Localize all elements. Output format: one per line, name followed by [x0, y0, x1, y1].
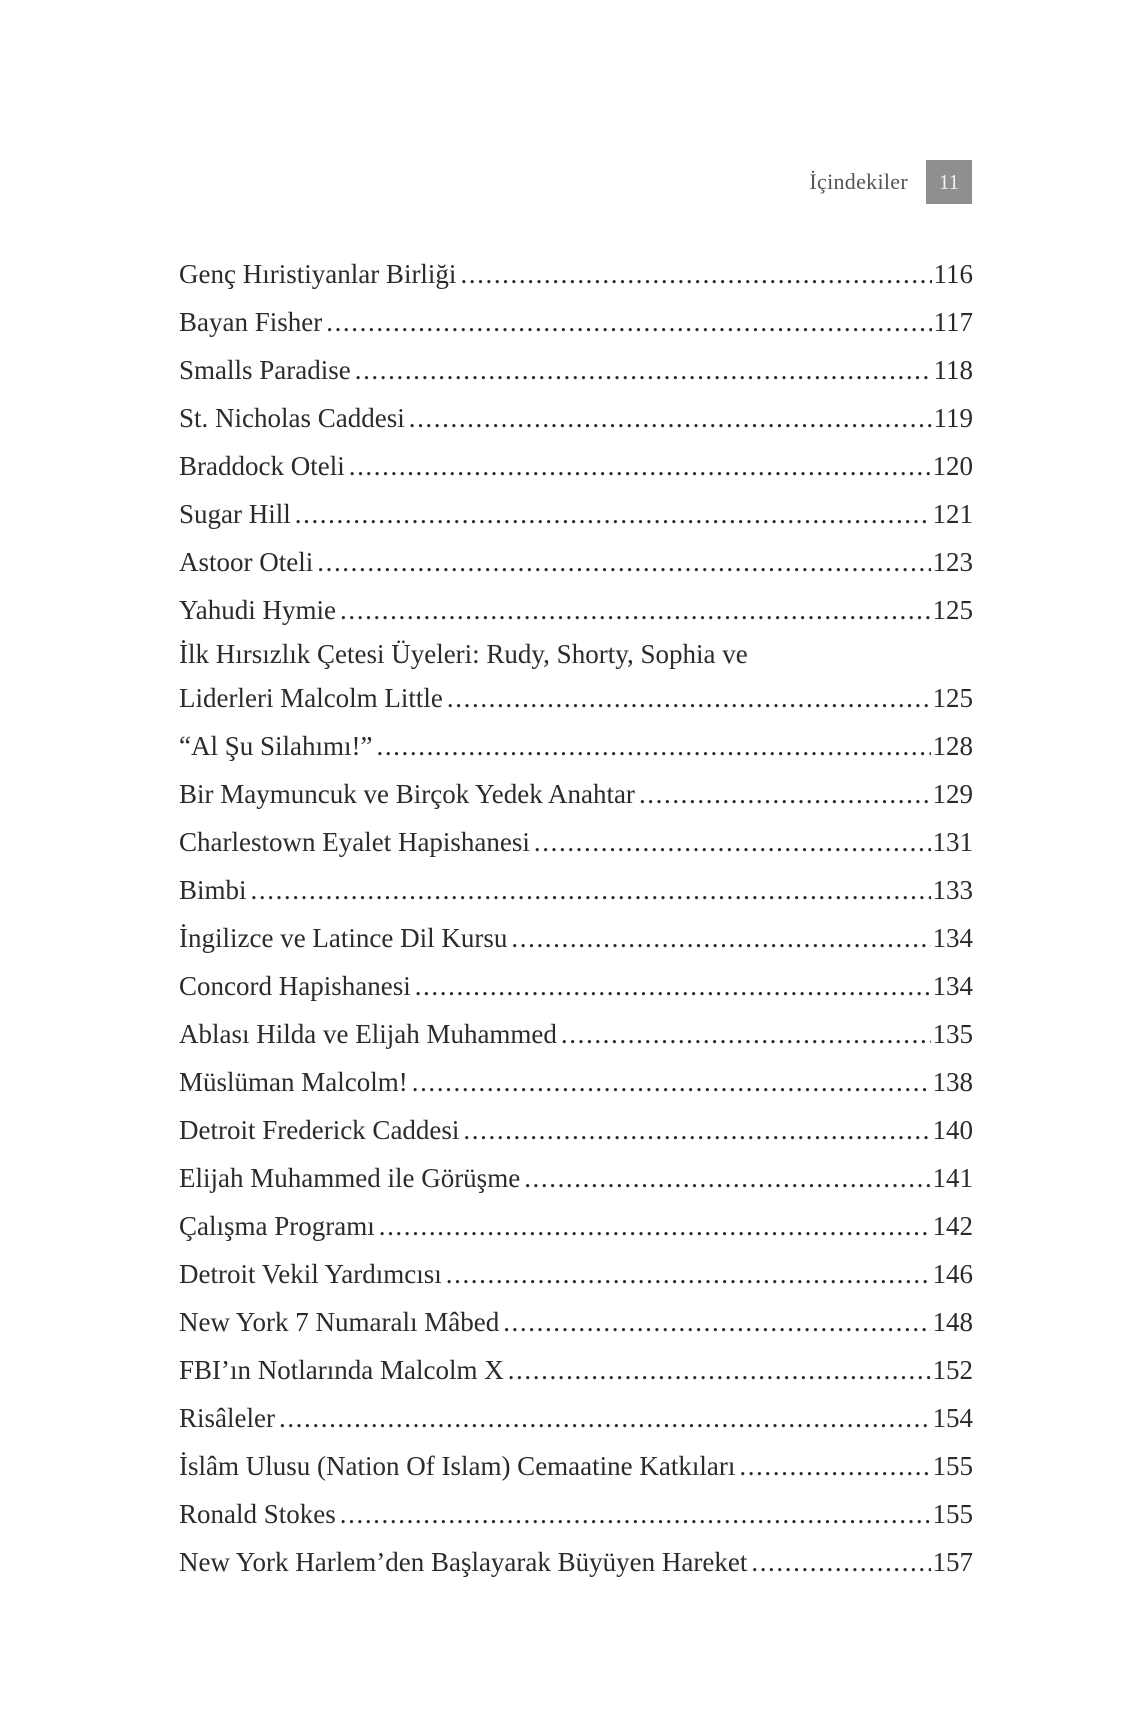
toc-entry [179, 346, 973, 394]
dot-leader [524, 1154, 930, 1202]
toc-entry-page: 134 [932, 971, 973, 1001]
toc-entry-page: 129 [932, 779, 973, 809]
toc-entry-title: “Al Şu Silahımı!” [179, 731, 373, 761]
toc-entry-title: Charlestown Eyalet Hapishanesi [179, 827, 530, 857]
toc-entry-page: 141 [932, 1163, 973, 1193]
toc-entry [179, 1394, 973, 1442]
toc-entry-page: 118 [933, 355, 973, 385]
toc-entry-title: Bir Maymuncuk ve Birçok Yedek Anahtar [179, 779, 635, 809]
dot-leader [340, 1490, 931, 1538]
dot-leader [460, 250, 931, 298]
toc-entry-title: Detroit Frederick Caddesi [179, 1115, 460, 1145]
toc-entry [179, 250, 973, 298]
toc-entry-page: 125 [932, 595, 973, 625]
toc-entry [179, 770, 973, 818]
toc-entry-page: 125 [932, 683, 973, 713]
toc-entry-page: 116 [933, 259, 973, 289]
toc-entry [179, 394, 973, 442]
toc-entry-page: 148 [932, 1307, 973, 1337]
dot-leader [409, 394, 932, 442]
toc-entry [179, 538, 973, 586]
toc-entry-title: St. Nicholas Caddesi [179, 403, 405, 433]
toc-entry [179, 1490, 973, 1538]
toc-entry [179, 1058, 973, 1106]
dot-leader [355, 346, 932, 394]
toc-entry-title: Yahudi Hymie [179, 595, 337, 625]
dot-leader [415, 962, 931, 1010]
dot-leader [326, 298, 931, 346]
dot-leader [295, 490, 931, 538]
toc-entry [179, 1202, 973, 1250]
toc-entry [179, 674, 973, 722]
toc-entry-title-line2: Liderleri Malcolm Little [179, 683, 443, 713]
dot-leader [534, 818, 931, 866]
header-title: İçindekiler [809, 169, 908, 194]
toc-entry [179, 1298, 973, 1346]
toc-entry-title: FBI’ın Notlarında Malcolm X [179, 1355, 504, 1385]
toc-entry-title: Braddock Oteli [179, 451, 345, 481]
dot-leader [446, 1250, 931, 1298]
toc-entry [179, 490, 973, 538]
toc-entry-title: İngilizce ve Latince Dil Kursu [179, 923, 508, 953]
dot-leader [739, 1442, 930, 1490]
toc-entry [179, 818, 973, 866]
dot-leader [639, 770, 931, 818]
toc-entry [179, 1154, 973, 1202]
toc-entry-page: 117 [933, 307, 973, 337]
toc-entry [179, 1346, 973, 1394]
toc-entry-page: 134 [932, 923, 973, 953]
toc-entry-multiline [179, 634, 973, 722]
toc-entry-page: 157 [932, 1547, 973, 1577]
toc-entry-page: 131 [932, 827, 973, 857]
table-of-contents [179, 250, 973, 1586]
toc-entry-page: 121 [932, 499, 973, 529]
toc-entry-title: İslâm Ulusu (Nation Of Islam) Cemaatine Katkıları [179, 1451, 736, 1481]
toc-entry-title: Risâleler [179, 1403, 275, 1433]
dot-leader [503, 1298, 930, 1346]
toc-entry-title: Concord Hapishanesi [179, 971, 411, 1001]
toc-entry-title: Ablası Hilda ve Elijah Muhammed [179, 1019, 557, 1049]
toc-entry-title: Detroit Vekil Yardımcısı [179, 1259, 442, 1289]
toc-entry-title: Sugar Hill [179, 499, 291, 529]
toc-entry [179, 1538, 973, 1586]
dot-leader [463, 1106, 930, 1154]
toc-entry-title: Elijah Muhammed ile Görüşme [179, 1163, 521, 1193]
toc-entry-title: Genç Hıristiyanlar Birliği [179, 259, 457, 289]
toc-entry-page: 142 [932, 1211, 973, 1241]
toc-entry-title: Müslüman Malcolm! [179, 1067, 408, 1097]
page-number-box: 11 [926, 160, 972, 204]
running-header [809, 160, 972, 204]
dot-leader [511, 914, 930, 962]
toc-entry-page: 155 [932, 1451, 973, 1481]
toc-entry-page: 155 [932, 1499, 973, 1529]
dot-leader [379, 1202, 931, 1250]
toc-entry-title: Bimbi [179, 875, 247, 905]
toc-entry [179, 586, 973, 634]
toc-entry [179, 722, 973, 770]
toc-entry-title: Çalışma Programı [179, 1211, 375, 1241]
toc-entry [179, 298, 973, 346]
toc-entry-title: New York 7 Numaralı Mâbed [179, 1307, 500, 1337]
toc-entry [179, 1106, 973, 1154]
dot-leader [317, 538, 930, 586]
toc-entry-page: 138 [932, 1067, 973, 1097]
toc-entry-page: 140 [932, 1115, 973, 1145]
toc-entry-title: New York Harlem’den Başlayarak Büyüyen Hareket [179, 1547, 748, 1577]
toc-entry-title: Astoor Oteli [179, 547, 314, 577]
toc-entry-page: 146 [932, 1259, 973, 1289]
dot-leader [412, 1058, 931, 1106]
dot-leader [376, 722, 930, 770]
toc-entry [179, 962, 973, 1010]
toc-entry-page: 128 [932, 731, 973, 761]
toc-entry-page: 152 [932, 1355, 973, 1385]
dot-leader [561, 1010, 931, 1058]
toc-entry [179, 1010, 973, 1058]
toc-entry-page: 123 [932, 547, 973, 577]
dot-leader [349, 442, 931, 490]
toc-entry-page: 154 [932, 1403, 973, 1433]
toc-entry [179, 442, 973, 490]
toc-entry-page: 119 [933, 403, 973, 433]
toc-entry-title: Smalls Paradise [179, 355, 351, 385]
toc-entry-title-line1: İlk Hırsızlık Çetesi Üyeleri: Rudy, Shorty, Sophia ve [179, 639, 748, 669]
dot-leader [251, 866, 931, 914]
toc-entry-page: 120 [932, 451, 973, 481]
toc-entry-title: Ronald Stokes [179, 1499, 336, 1529]
toc-entry [179, 1250, 973, 1298]
toc-entry [179, 1442, 973, 1490]
dot-leader [279, 1394, 931, 1442]
dot-leader [508, 1346, 931, 1394]
toc-entry [179, 866, 973, 914]
dot-leader [340, 586, 930, 634]
dot-leader [447, 674, 931, 722]
toc-entry-page: 135 [932, 1019, 973, 1049]
toc-entry-page: 133 [932, 875, 973, 905]
dot-leader [751, 1538, 930, 1586]
toc-entry-title: Bayan Fisher [179, 307, 323, 337]
toc-entry [179, 914, 973, 962]
